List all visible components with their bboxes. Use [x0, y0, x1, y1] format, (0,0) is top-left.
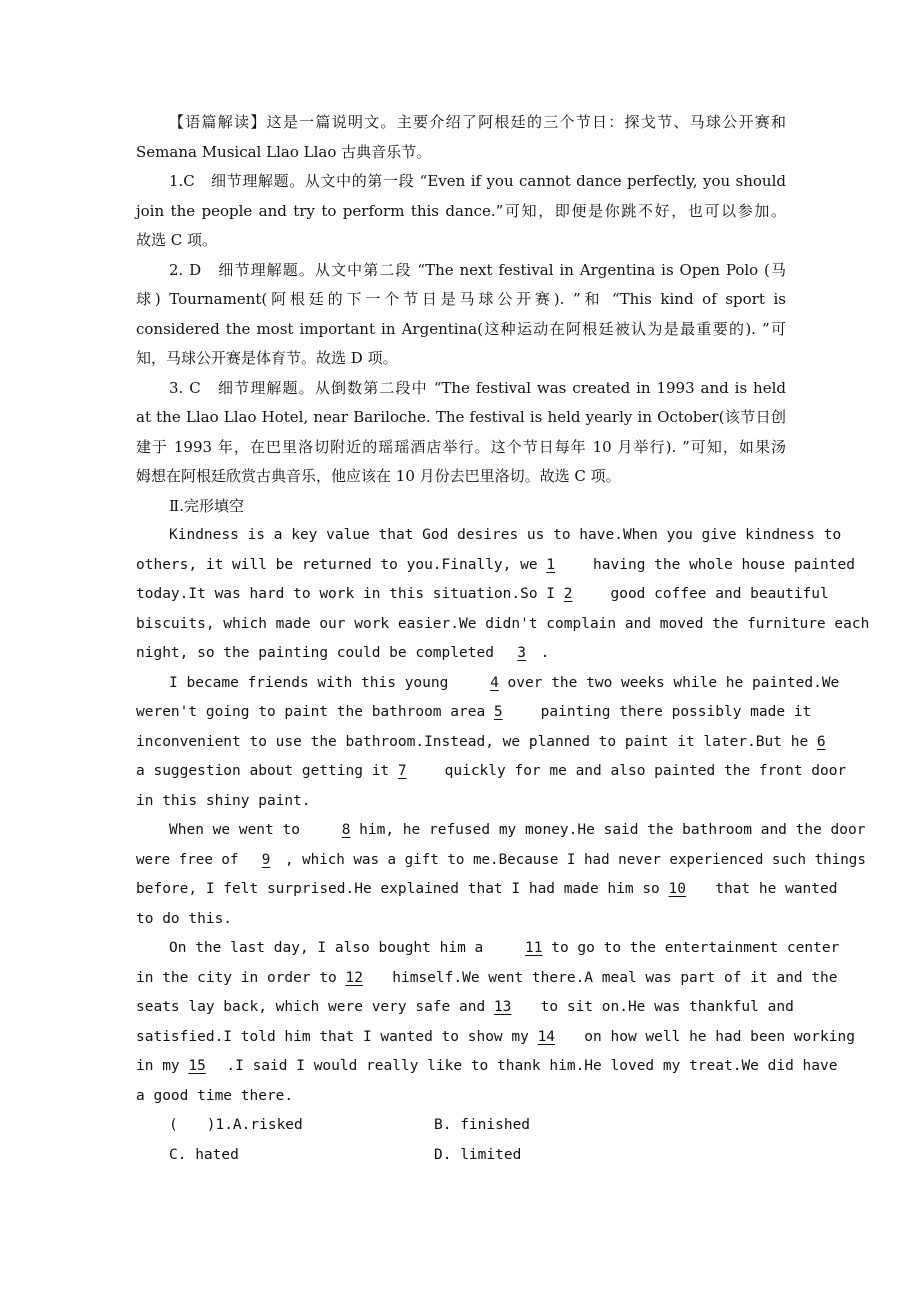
cloze-text: in the city in order to: [136, 969, 346, 986]
blank-12[interactable]: 12: [345, 969, 363, 986]
option-row: [136, 1111, 786, 1141]
cloze-text: inconvenient to use the bathroom.Instead, we planned to paint it later.But he: [136, 733, 817, 750]
cloze-text: When we went to: [169, 822, 309, 838]
cloze-paragraph-1: [136, 521, 870, 669]
cloze-text: having the whole house painted: [584, 556, 855, 573]
blank-5[interactable]: 5: [493, 704, 503, 720]
option-c[interactable]: C. hated: [169, 1146, 239, 1163]
answer-line: 球) Tournament(阿根廷的下一个节日是马球公开赛). ”和 “This kind of sport is: [136, 290, 786, 308]
cloze-line: [136, 1052, 838, 1082]
cloze-line: to do this.: [136, 910, 233, 927]
blank-8[interactable]: 8: [341, 822, 351, 838]
answer-line: 知，马球公开赛是体育节。故选 D 项。: [136, 349, 398, 367]
cloze-text: others, it will be returned to you.Finally, we: [136, 556, 547, 573]
cloze-text: painting there possibly made it: [531, 704, 812, 720]
cloze-paragraph-3: [136, 816, 866, 934]
answer-2: [136, 256, 786, 374]
cloze-text: on how well he had been working: [575, 1028, 855, 1045]
blank-1[interactable]: 1: [546, 556, 556, 573]
cloze-line: [136, 934, 840, 964]
answer-line: 3. C 细节理解题。从倒数第二段中 “The festival was created in 1993 and is held: [169, 378, 786, 397]
answer-3: [136, 374, 786, 492]
answer-line: considered the most important in Argentina(这种运动在阿根廷被认为是最重要的). ”可: [136, 319, 786, 338]
cloze-line: Kindness is a key value that God desires us to have.When you give kindness to: [169, 527, 842, 543]
cloze-text: .I said I would really like to thank him.He loved my treat.We did have: [226, 1058, 838, 1074]
cloze-text: to sit on.He was thankful and: [531, 999, 794, 1015]
cloze-line: [136, 1023, 855, 1053]
blank-6[interactable]: 6: [816, 733, 826, 750]
cloze-paragraph-2: [136, 669, 847, 817]
cloze-text: satisfied.I told him that I wanted to show my: [136, 1028, 538, 1045]
section-heading: Ⅱ.完形填空: [169, 496, 244, 515]
cloze-line: [136, 551, 855, 581]
cloze-text: over the two weeks while he painted.We: [498, 674, 840, 691]
answer-1: [136, 167, 786, 256]
cloze-line: [136, 728, 826, 758]
cloze-line: a good time there.: [136, 1087, 294, 1104]
option-d[interactable]: D. limited: [434, 1146, 522, 1163]
cloze-line: [136, 993, 794, 1023]
cloze-text: On the last day, I also bought him a: [169, 940, 493, 956]
answer-line: 故选 C 项。: [136, 231, 218, 249]
cloze-text: to go to the entertainment center: [542, 940, 840, 956]
answer-line: 姆想在阿根廷欣赏古典音乐，他应该在 10 月份去巴里洛切。故选 C 项。: [136, 467, 621, 485]
option-row: [136, 1141, 786, 1171]
cloze-line: [136, 639, 786, 669]
cloze-text: quickly for me and also painted the front door: [435, 763, 847, 779]
blank-14[interactable]: 14: [537, 1028, 556, 1045]
blank-7[interactable]: 7: [397, 763, 407, 779]
blank-15[interactable]: 15: [188, 1058, 206, 1074]
answer-line: 1.C 细节理解题。从文中的第一段 “Even if you cannot dance perfectly, you should: [169, 172, 786, 190]
blank-13[interactable]: 13: [493, 999, 512, 1015]
blank-3[interactable]: 3: [517, 645, 527, 661]
question-number: ( )1.: [169, 1117, 233, 1133]
cloze-paragraph-4: [136, 934, 855, 1111]
blank-4[interactable]: 4: [490, 674, 499, 691]
answer-line: at the Llao Llao Hotel, near Bariloche. The festival is held yearly in October(该节日创: [136, 408, 786, 426]
cloze-text: himself.We went there.A meal was part of it and the: [383, 969, 838, 986]
answer-line: 2. D 细节理解题。从文中第二段 “The next festival in Argentina is Open Polo (马: [169, 260, 786, 279]
cloze-text: in my: [136, 1058, 189, 1074]
cloze-line: [136, 757, 847, 787]
cloze-line: [136, 875, 838, 905]
cloze-text: were free of: [136, 851, 248, 868]
cloze-line: [136, 669, 840, 699]
cloze-text: before, I felt surprised.He explained that I had made him so: [136, 881, 669, 897]
option-text: A.risked: [232, 1117, 303, 1133]
cloze-line: [136, 580, 829, 610]
cloze-text: him, he refused my money.He said the bathroom and the door: [350, 822, 866, 838]
cloze-line: [136, 698, 812, 728]
cloze-line: [136, 846, 866, 876]
blank-9[interactable]: 9: [261, 851, 271, 868]
cloze-text: good coffee and beautiful: [601, 586, 829, 602]
blank-2[interactable]: 2: [563, 586, 573, 602]
cloze-line: in this shiny paint.: [136, 792, 311, 809]
blank-11[interactable]: 11: [525, 940, 543, 956]
cloze-text: night, so the painting could be completed: [136, 645, 503, 661]
cloze-text: a suggestion about getting it: [136, 763, 398, 779]
cloze-line: biscuits, which made our work easier.We didn't complain and moved the furniture each: [136, 615, 870, 632]
cloze-text: today.It was hard to work in this situation.So I: [136, 586, 564, 602]
cloze-line: [136, 964, 838, 994]
intro-line: 【语篇解读】这是一篇说明文。主要介绍了阿根廷的三个节日：探戈节、马球公开赛和: [169, 113, 786, 131]
answer-line: join the people and try to perform this dance.”可知，即便是你跳不好，也可以参加。: [136, 201, 786, 220]
cloze-text: , which was a gift to me.Because I had never experienced such things: [285, 851, 866, 868]
option-a[interactable]: [136, 1111, 434, 1141]
option-b[interactable]: B. finished: [434, 1117, 531, 1133]
cloze-text: .: [540, 645, 550, 661]
cloze-text: seats lay back, which were very safe and: [136, 999, 494, 1015]
question-1: [136, 1111, 786, 1170]
cloze-text: weren't going to paint the bathroom area: [136, 704, 494, 720]
intro-line: Semana Musical Llao Llao 古典音乐节。: [136, 142, 432, 161]
cloze-line: [136, 816, 866, 846]
blank-10[interactable]: 10: [668, 881, 686, 897]
document-page: [136, 108, 870, 1170]
cloze-text: I became friends with this young: [169, 674, 458, 691]
cloze-text: that he wanted: [706, 881, 838, 897]
answer-line: 建于 1993 年，在巴里洛切附近的瑶瑶酒店举行。这个节日每年 10 月举行). ”可知，如果汤: [136, 437, 786, 456]
reading-intro: [136, 108, 786, 167]
